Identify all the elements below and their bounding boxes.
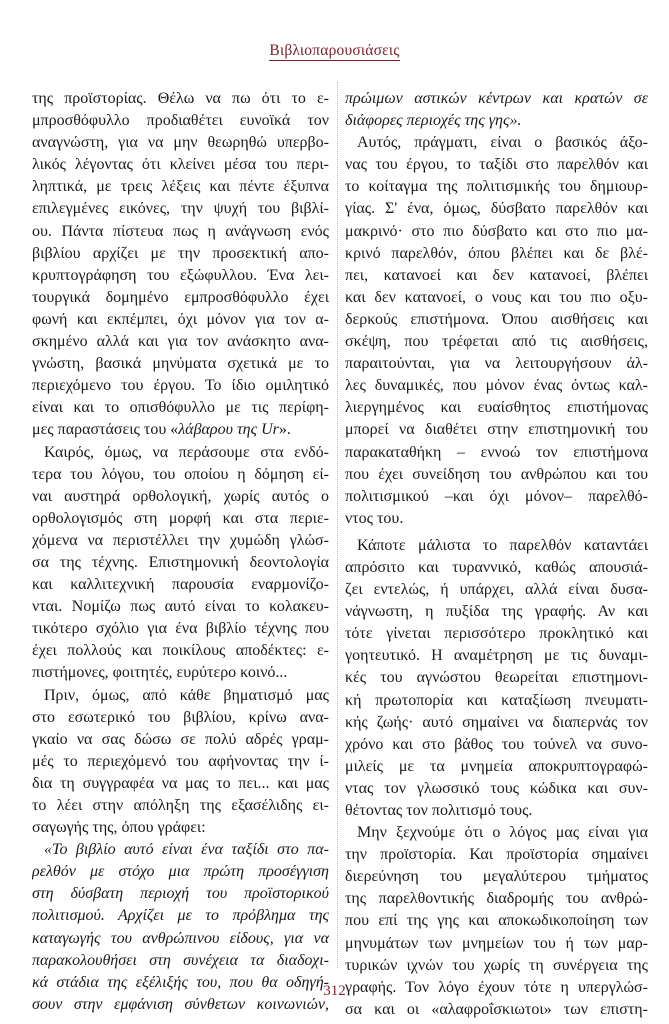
- text-line: γραφής. Τον λόγο έχουν τότε η υπεργλώσ-: [345, 978, 648, 996]
- text-line: κά στάδια της εξέλιξής του, που θα οδηγή-: [32, 973, 329, 991]
- text-line: το κοίταγμα της πολιτισμικής του δημιουρ-: [345, 178, 648, 196]
- text-line: λες δυναμικές, που μόνον ένας όντως καλ-: [345, 377, 648, 395]
- text-line: της παρελθοντικής διαδρομής του ανθρώ-: [345, 890, 648, 908]
- text-line: γκαίο να σας δώσω σε πολύ αδρές γραμ-: [32, 730, 329, 748]
- text-line: έχει πολλούς και ποικίλους αποδέκτες: ε-: [32, 642, 329, 660]
- text-line: σουν στην εμφάνιση σύνθετων κοινωνιών,: [32, 995, 329, 1013]
- text-line: Καιρός, όμως, να περάσουμε στα ενδό-: [44, 443, 329, 461]
- text-line: μπροσθόφυλλο προδιαθέτει ευνοϊκά τον: [32, 112, 329, 130]
- text-line: νάγνωστη, η πυξίδα της γραφής. Αν και: [345, 603, 648, 621]
- text-line: τικότερο σχόλιο για ένα βιβλίο τέχνης που: [32, 620, 329, 638]
- right-column: [345, 88, 648, 1021]
- text-line: γοητευτικό. Η αναμέτρηση με τις δυναμι-: [345, 647, 648, 665]
- text-line: στο εσωτερικό του βιβλίου, κρίνω ανα-: [32, 708, 329, 726]
- text-line: σαγωγής της, όπου γράφει:: [32, 819, 206, 837]
- text-line: ρελθόν με στόχο μια πρώτη προσέγγιση: [32, 863, 329, 881]
- text-line: κής ζωής· αυτό σημαίνει να διαπερνάς τον: [345, 713, 648, 731]
- text-line: επιλεγμένες εικόνες, την ψυχή του βιβλί-: [32, 200, 329, 218]
- text-line: φωνή και εκπέμπει, όχι μόνον για τον α-: [32, 310, 329, 328]
- text-line: απρόσιτο και τυραννικό, καθώς απουσιά-: [345, 558, 648, 576]
- text-line: περιεχόμενο του έργου. Το ίδιο ομιλητικό: [32, 377, 329, 395]
- text-line: καταγωγής του ανθρώπινου είδους, για να: [32, 929, 329, 947]
- text-line: λιεργημένος και ευαίσθητος επιστήμονας: [345, 399, 648, 417]
- running-header: [0, 42, 669, 60]
- text-line: σκέψη, που τρέφεται από τις αισθήσεις,: [345, 333, 648, 351]
- text-line: ορθολογισμός στη μορφή και στα περιε-: [32, 509, 329, 527]
- left-column: [32, 88, 329, 1016]
- text-line: μες παραστάσεις του «λάβαρου της Ur».: [32, 421, 291, 439]
- text-line: λικός λέγοντας ότι κλείνει μέσα του περι-: [32, 156, 329, 174]
- text-line: σα και οι «αλαφροΐσκιωτοι» των επιστη-: [345, 1000, 648, 1018]
- column-divider: [337, 82, 338, 968]
- text-line: νας του έργου, το ταξίδι στο παρελθόν και: [345, 156, 648, 174]
- text-line: την προϊστορία. Και προϊστορία σημαίνει: [345, 846, 648, 864]
- text-line: παρακαταθήκη – εννοώ τον επιστήμονα: [345, 443, 648, 461]
- text-line: σκημένο αλλά και για τον ανάσκητο ανα-: [32, 333, 329, 351]
- text-line: κή πρωτοπορία και καταξίωση πνευματι-: [345, 691, 648, 709]
- text-line: «Το βιβλίο αυτό είναι ένα ταξίδι στο πα-: [44, 841, 329, 859]
- text-line: πιστήμονες, φοιτητές, ευρύτερο κοινό...: [32, 664, 288, 682]
- text-line: κές του αγνώστου θεωρείται επιστημονι-: [345, 669, 648, 687]
- text-line: το λέει στην απόληξη της εξασέλιδης ει-: [32, 797, 329, 814]
- text-line: μηνυμάτων των μνημείων του ή των μαρ-: [345, 934, 648, 952]
- text-line: που έχει συνείδηση του ανθρώπου και του: [345, 465, 648, 483]
- text-line: βιβλίου αρχίζει με την προσεκτική απο-: [32, 244, 329, 262]
- text-line: διάφορες περιοχές της γης».: [345, 112, 522, 130]
- text-line: μές το περιεχόμενό του αφήνοντας την ί-: [32, 752, 329, 770]
- text-line: κρυπτογράφηση του εξώφυλλου. Ένα λει-: [32, 266, 329, 284]
- text-line: διερεύνηση του μεγαλύτερου τμήματος: [345, 868, 648, 886]
- text-line: που επί της γης και αποκωδικοποίηση των: [345, 912, 648, 930]
- text-line: μακρινό· στο πιο δύσβατο και στο πιο μα-: [345, 222, 648, 240]
- text-line: ζει εντελώς, ή υπάρχει, αλλά είναι δυσα-: [345, 581, 648, 599]
- text-line: πολιτισμού. Αρχίζει με το πρόβλημα της: [32, 907, 329, 925]
- text-line: αναγνώστη, για να μην θεωρηθώ υπερβο-: [32, 134, 329, 152]
- text-line: ντας τον γλωσσικό τους κώδικα και συν-: [345, 779, 648, 797]
- text-line: μιλείς με τα μνημεία αποκρυπτογραφώ-: [345, 757, 648, 775]
- text-line: σα της τέχνης. Επιστημονική δεοντολογία: [32, 553, 329, 571]
- text-line: μπορεί να διαθέτει στην επιστημονική του: [345, 421, 648, 439]
- text-line: είναι και το οπισθόφυλλο με τις περίφη-: [32, 399, 329, 417]
- text-line: της προϊστορίας. Θέλω να πω ότι το ε-: [32, 90, 329, 107]
- text-line: ντος του.: [345, 509, 404, 527]
- text-line: χρόνο και στο βάθος του τούνελ να συνο-: [345, 735, 648, 753]
- text-line: παρακολουθήσει στη συνέχεια τα διαδοχι-: [32, 951, 329, 969]
- text-line: πολιτισμικού –και όχι μόνον– παρελθό-: [345, 487, 648, 505]
- text-line: παραιτούνται, για να λειτουργήσουν άλ-: [345, 355, 648, 373]
- text-line: τουργικά δομημένο εμπροσθόφυλλο έχει: [32, 288, 329, 306]
- text-line: Μην ξεχνούμε ότι ο λόγος μας είναι για: [357, 824, 648, 842]
- text-line: Αυτός, πράγματι, είναι ο βασικός άξο-: [357, 134, 648, 152]
- text-line: Πριν, όμως, από κάθε βηματισμό μας: [44, 686, 329, 704]
- text-line: τότε γίνεται περισσότερο προκλητικό και: [345, 625, 648, 643]
- text-line: και δεν κατανοεί, ο νους και του πιο οξυ-: [345, 288, 648, 306]
- text-line: ου. Πάντα πίστευα πως η ανάγνωση ενός: [32, 222, 329, 240]
- text-line: γνώστη, βασικά μηνύματα σχετικά με το: [32, 355, 329, 373]
- text-line: δια τη συγγραφέα να μας το πει... και μας: [32, 774, 329, 792]
- page-number: 312: [323, 983, 346, 999]
- text-line: χόμενα να περιστέλλει την χυμώδη γλώσ-: [32, 531, 329, 549]
- text-line: Κάποτε μάλιστα το παρελθόν καταντάει: [357, 536, 648, 554]
- text-line: κρινό παρελθόν, όπου βλέπει και δε βλέ-: [345, 244, 648, 262]
- text-line: τερα του λόγου, του οποίου η δόμηση εί-: [32, 465, 329, 483]
- text-line: πρώιμων αστικών κέντρων και κρατών σε: [345, 90, 648, 107]
- text-line: πει, κατανοεί και δεν κατανοεί, βλέπει: [345, 266, 648, 284]
- text-line: θέτοντας τον πολιτισμό τους.: [345, 802, 533, 819]
- text-line: τυρικών ιχνών του χωρίς τη συνέργεια της: [345, 956, 648, 974]
- text-line: ληπτικά, με τρεις λέξεις και πέντε έξυπνα: [32, 178, 329, 196]
- text-line: νται. Νομίζω πως αυτό είναι το κολακευ-: [32, 598, 329, 616]
- text-line: στη δύσβατη περιοχή του προϊστορικού: [32, 885, 329, 903]
- text-line: δερκούς επιστήμονα. Όπου αισθήσεις και: [345, 310, 648, 328]
- section-title: Βιβλιοπαρουσιάσεις: [269, 42, 400, 59]
- text-line: ναι αυστηρά ορθολογική, χωρίς αυτός ο: [32, 487, 329, 505]
- text-line: γίας. Σ' ένα, όμως, δύσβατο παρελθόν και: [345, 200, 648, 218]
- text-line: και καλλιτεχνική παρουσία εναρμονίζο-: [32, 576, 329, 594]
- italic-title: λάβαρου της Ur: [178, 421, 279, 439]
